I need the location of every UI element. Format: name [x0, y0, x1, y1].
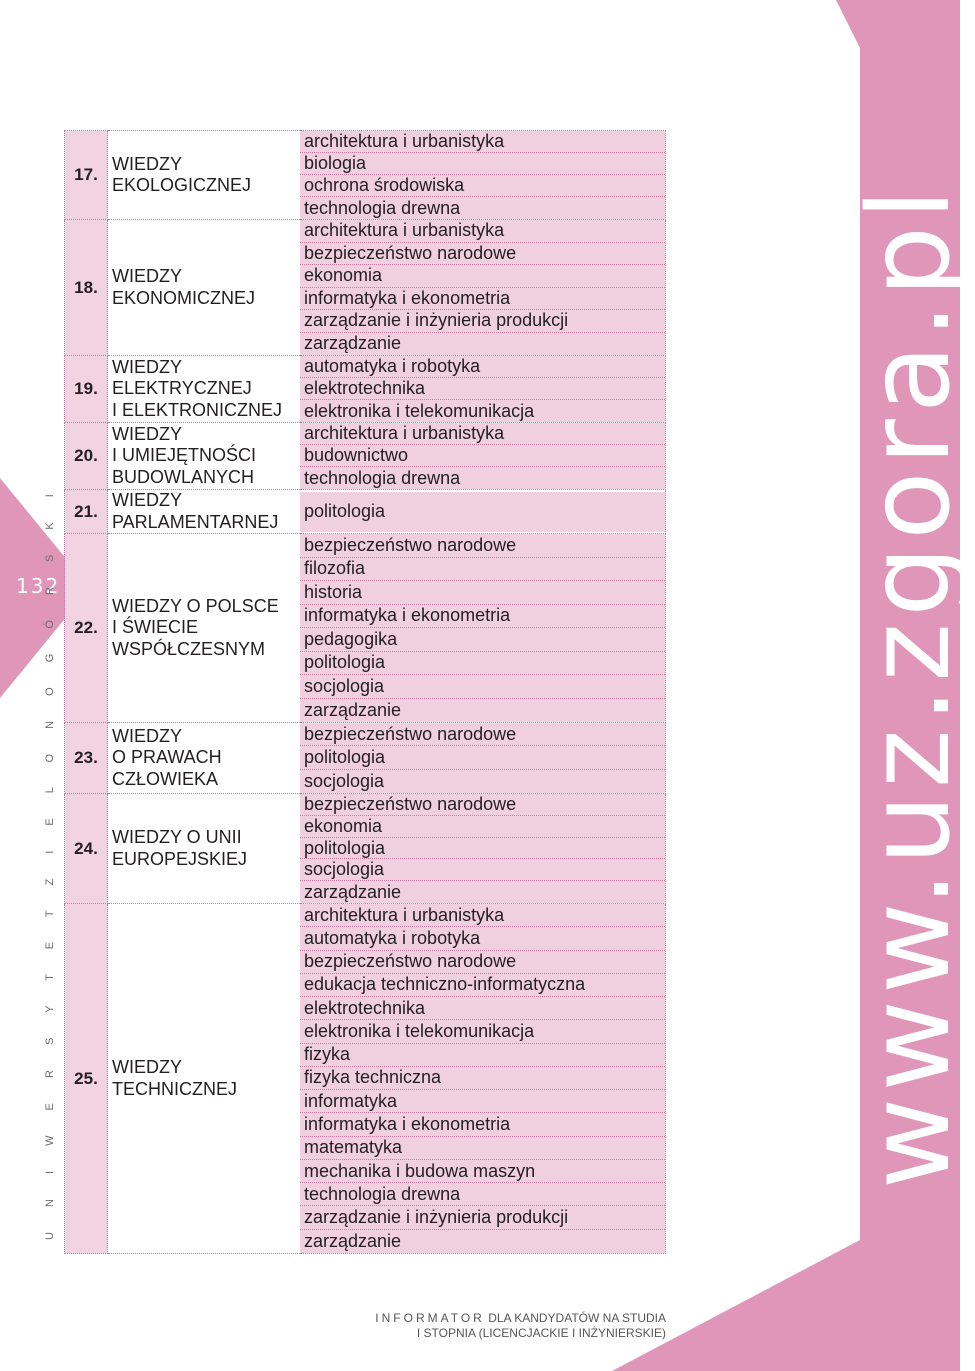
olympiad-name-line: EKOLOGICZNEJ	[112, 175, 252, 195]
field-of-study: bezpieczeństwo narodowe	[300, 794, 665, 816]
field-of-study: zarządzanie	[300, 333, 665, 356]
vertical-url: www.uz.zgora.pl	[845, 182, 975, 1189]
field-of-study: architektura i urbanistyka	[300, 220, 665, 243]
fields-list	[300, 131, 666, 220]
field-of-study: ekonomia	[300, 265, 665, 288]
field-of-study: politologia	[300, 492, 665, 532]
fields-list	[300, 904, 666, 1254]
field-of-study: informatyka i ekonometria	[300, 1113, 665, 1136]
field-of-study: ochrona środowiska	[300, 175, 665, 197]
table-row	[65, 534, 666, 723]
field-of-study: bezpieczeństwo narodowe	[300, 534, 665, 558]
olympiad-name-line: EKONOMICZNEJ	[112, 287, 256, 308]
table-row	[65, 356, 666, 423]
row-number: 21.	[65, 490, 108, 534]
field-of-study: architektura i urbanistyka	[300, 423, 665, 445]
footer-line-1	[375, 1311, 666, 1326]
fields-list	[300, 423, 666, 490]
field-of-study: fizyka techniczna	[300, 1067, 665, 1090]
olympiad-name-line: TECHNICZNEJ	[112, 1078, 237, 1099]
field-of-study: filozofia	[300, 558, 665, 582]
field-of-study: technologia drewna	[300, 197, 665, 219]
field-of-study: informatyka	[300, 1090, 665, 1113]
olympiad-name-line: WIEDZY	[112, 423, 182, 444]
footer-brand: INFORMATOR	[375, 1311, 485, 1325]
row-number: 20.	[65, 423, 108, 490]
field-of-study: socjologia	[300, 675, 665, 699]
fields-list	[300, 220, 666, 356]
row-number: 17.	[65, 131, 108, 220]
table-row	[65, 220, 666, 356]
olympiad-name	[108, 534, 301, 723]
footer-line-2: I STOPNIA (LICENCJACKIE I INŻYNIERSKIE)	[416, 1326, 666, 1340]
field-of-study: automatyka i robotyka	[300, 927, 665, 950]
footer-line1-rest: DLA KANDYDATÓW NA STUDIA	[488, 1311, 666, 1325]
field-of-study: bezpieczeństwo narodowe	[300, 723, 665, 746]
olympiad-name-line: O PRAWACH	[112, 747, 222, 768]
olympiad-name-line: PARLAMENTARNEJ	[112, 511, 279, 532]
field-of-study: zarządzanie	[300, 1230, 665, 1253]
olympiad-name-line: WIEDZY	[112, 490, 182, 510]
row-number: 23.	[65, 723, 108, 794]
table-row	[65, 490, 666, 534]
olympiad-name-line: WIEDZY	[112, 153, 182, 174]
olympiad-name-line: WIEDZY O POLSCE	[112, 595, 279, 616]
table-row	[65, 794, 666, 904]
page-number: 132	[16, 574, 61, 598]
row-number: 18.	[65, 220, 108, 356]
table-row	[65, 423, 666, 490]
olympiad-name	[108, 423, 301, 490]
footer	[375, 1311, 666, 1341]
field-of-study: informatyka i ekonometria	[300, 605, 665, 629]
field-of-study: biologia	[300, 153, 665, 175]
field-of-study: budownictwo	[300, 445, 665, 467]
field-of-study: technologia drewna	[300, 1183, 665, 1206]
row-number: 24.	[65, 794, 108, 904]
fields-list	[300, 794, 666, 904]
field-of-study: politologia	[300, 652, 665, 676]
field-of-study: ekonomia	[300, 816, 665, 838]
row-number: 22.	[65, 534, 108, 723]
field-of-study: automatyka i robotyka	[300, 356, 665, 378]
olympiad-name-line: WIEDZY	[112, 1057, 182, 1077]
olympiad-name-line: I UMIEJĘTNOŚCI	[112, 445, 257, 466]
field-of-study: fizyka	[300, 1044, 665, 1067]
olympiad-name	[108, 490, 301, 534]
field-of-study: zarządzanie	[300, 699, 665, 723]
olympiad-name-line: CZŁOWIEKA	[112, 768, 219, 789]
fields-list	[300, 356, 666, 423]
field-of-study: elektronika i telekomunikacja	[300, 400, 665, 422]
field-of-study: architektura i urbanistyka	[300, 904, 665, 927]
olympiad-name-line: WIEDZY	[112, 266, 182, 286]
field-of-study: socjologia	[300, 859, 665, 881]
field-of-study: edukacja techniczno-informatyczna	[300, 974, 665, 997]
university-name: U N I W E R S Y T E T Z I E L O N O G Ó R S K I	[44, 483, 56, 1240]
olympiad-name-line: WIEDZY O UNII	[112, 827, 242, 847]
table-row	[65, 904, 666, 1254]
field-of-study: elektrotechnika	[300, 378, 665, 400]
table-row	[65, 131, 666, 220]
olympiad-name-line: I ŚWIECIE	[112, 617, 199, 638]
fields-list	[300, 534, 666, 723]
field-of-study: architektura i urbanistyka	[300, 131, 665, 153]
olympiad-name	[108, 904, 301, 1254]
row-number: 19.	[65, 356, 108, 423]
field-of-study: bezpieczeństwo narodowe	[300, 951, 665, 974]
field-of-study: elektrotechnika	[300, 997, 665, 1020]
field-of-study: pedagogika	[300, 628, 665, 652]
field-of-study: elektronika i telekomunikacja	[300, 1020, 665, 1043]
olympiad-name-line: WIEDZY	[112, 725, 182, 746]
decorative-cut	[836, 0, 866, 60]
olympiad-name-line: I ELEKTRONICZNEJ	[112, 399, 283, 420]
field-of-study: socjologia	[300, 770, 665, 793]
row-number: 25.	[65, 904, 108, 1254]
olympiad-name	[108, 131, 301, 220]
table-row	[65, 723, 666, 794]
field-of-study: bezpieczeństwo narodowe	[300, 243, 665, 266]
olympiad-name-line: BUDOWLANYCH	[112, 466, 255, 487]
field-of-study: matematyka	[300, 1137, 665, 1160]
olympiad-name-line: ELEKTRYCZNEJ	[112, 378, 252, 399]
field-of-study: zarządzanie i inżynieria produkcji	[300, 1206, 665, 1229]
olympiad-name	[108, 220, 301, 356]
olympiad-table	[64, 130, 666, 1254]
fields-list	[300, 723, 666, 794]
right-pink-band	[845, 0, 975, 1371]
field-of-study: zarządzanie	[300, 881, 665, 903]
field-of-study: mechanika i budowa maszyn	[300, 1160, 665, 1183]
olympiad-name	[108, 723, 301, 794]
field-of-study: informatyka i ekonometria	[300, 288, 665, 311]
olympiad-name	[108, 356, 301, 423]
field-of-study: politologia	[300, 838, 665, 860]
fields-list	[300, 490, 666, 534]
olympiad-name-line: EUROPEJSKIEJ	[112, 848, 248, 869]
decorative-corner	[612, 1240, 860, 1371]
olympiad-name-line: WSPÓŁCZESNYM	[112, 638, 266, 659]
olympiad-name	[108, 794, 301, 904]
field-of-study: zarządzanie i inżynieria produkcji	[300, 310, 665, 333]
olympiad-name-line: WIEDZY	[112, 356, 182, 377]
field-of-study: technologia drewna	[300, 467, 665, 489]
field-of-study: politologia	[300, 746, 665, 769]
field-of-study: historia	[300, 581, 665, 605]
